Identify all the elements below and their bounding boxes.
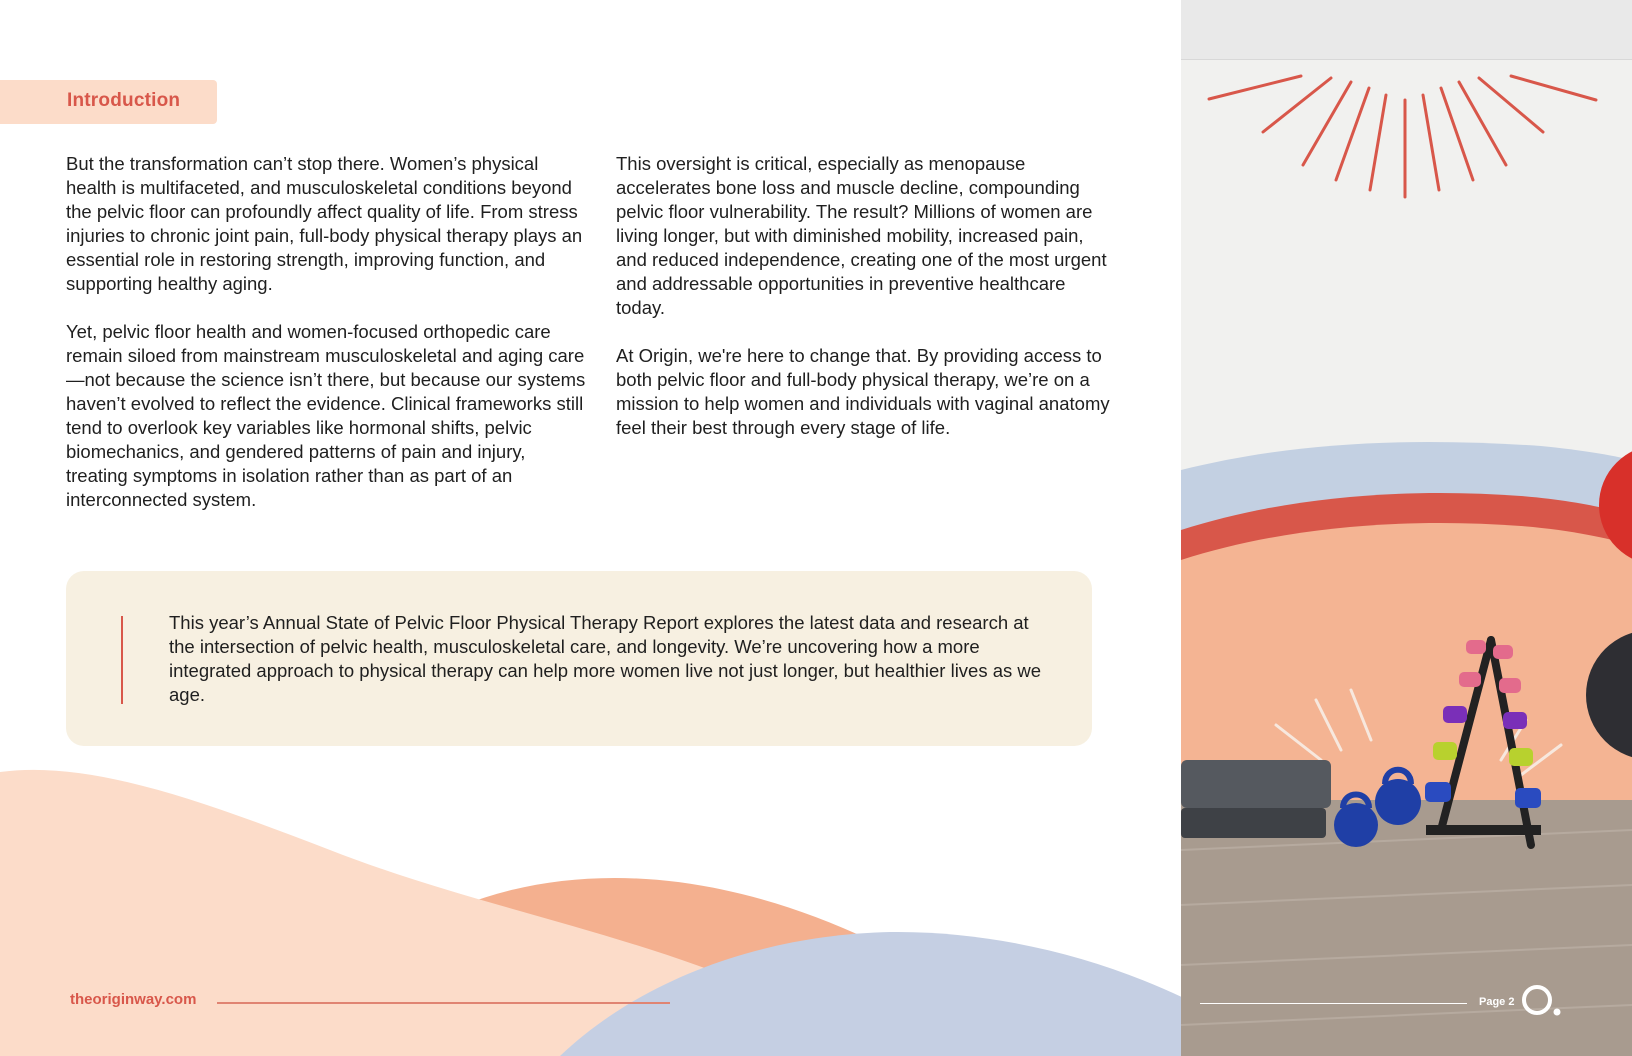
page-number: Page 2 <box>1479 996 1515 1008</box>
section-tab <box>0 80 217 124</box>
left-paragraph-1: But the transformation can’t stop there. Women’s physical health is multifaceted, and musculoskeletal conditions beyond the pelvic floor can profoundly affect quality of life. From stress injuries to chronic joint pain, full-body physical therapy plays an essential role in restoring strength, improving function, and supporting healthy aging. <box>66 153 583 294</box>
footer-divider-right <box>1200 1003 1467 1004</box>
gym-photo <box>1181 0 1632 1056</box>
right-paragraph-1: This oversight is critical, especially as menopause accelerates bone loss and muscle decline, compounding pelvic floor vulnerability. The result? Millions of women are living longer, but with diminished mobility, increased pain, and reduced independence, creating one of the most urgent and addressable opportunities in preventive healthcare today. <box>616 153 1107 318</box>
right-paragraph-2: At Origin, we're here to change that. By providing access to both pelvic floor and full-body physical therapy, we’re on a mission to help women and individuals with vaginal anatomy feel their best through every stage of life. <box>616 345 1110 438</box>
callout-accent-bar <box>121 616 123 704</box>
gym-photo-illustration <box>1181 0 1632 1056</box>
left-column <box>66 152 586 536</box>
section-title: Introduction <box>67 90 181 111</box>
callout-text: This year’s Annual State of Pelvic Floor Physical Therapy Report explores the latest data and research at the intersection of pelvic health, musculoskeletal care, and longevity. We’re uncovering how a more integrated approach to physical therapy can help more women live not just longer, but healthier lives as we age. <box>169 612 1042 705</box>
origin-logo-icon <box>1521 983 1565 1017</box>
footer-url[interactable]: theoriginway.com <box>70 991 197 1008</box>
footer-divider-left <box>217 1002 670 1004</box>
callout-box <box>66 571 1092 746</box>
left-paragraph-2: Yet, pelvic floor health and women-focused orthopedic care remain siloed from mainstream musculoskeletal and aging care—not because the science isn’t there, but because our systems haven’t evolved to reflect the evidence. Clinical frameworks still tend to overlook key variables like hormonal shifts, pelvic biomechanics, and gendered patterns of pain and injury, treating symptoms in isolation rather than as part of an interconnected system. <box>66 321 586 510</box>
right-column <box>616 152 1116 464</box>
